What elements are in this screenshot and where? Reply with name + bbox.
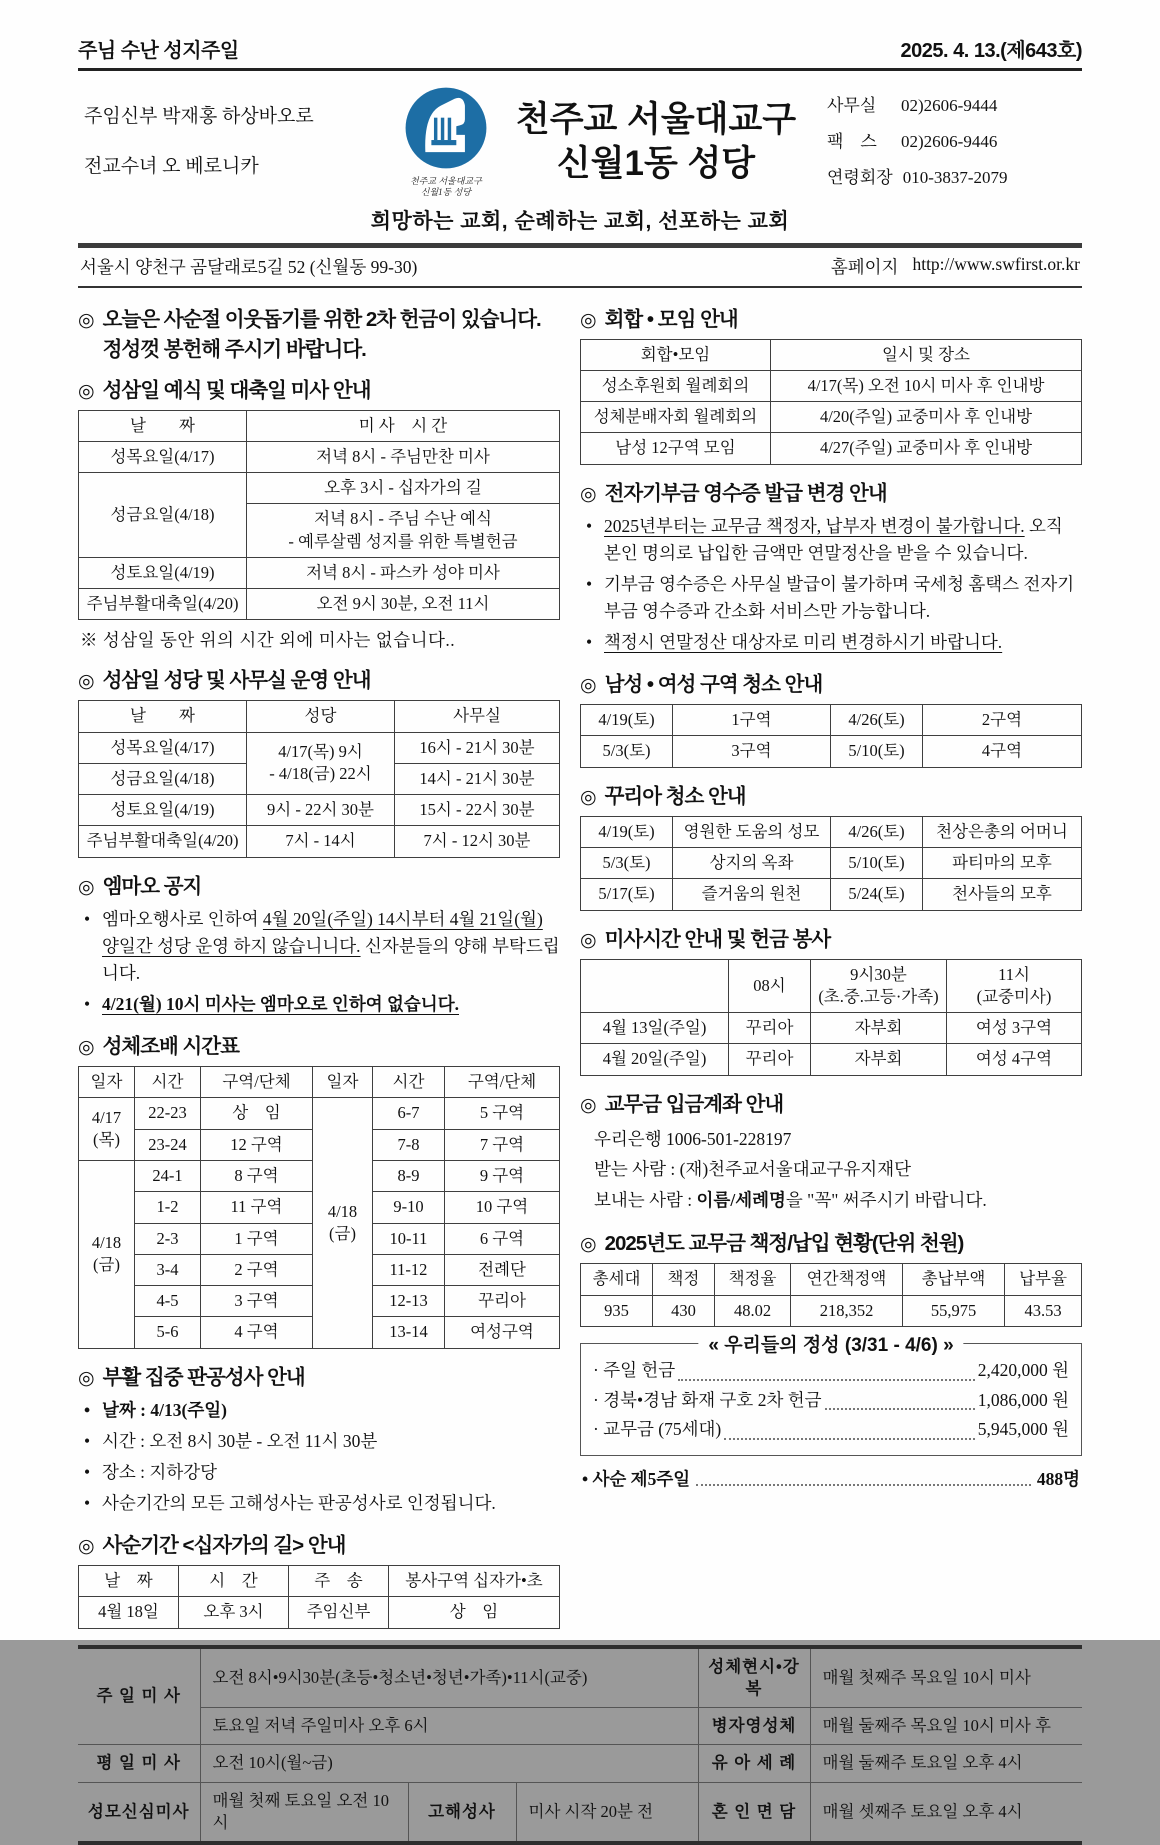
section-marker-icon: ◎ [580, 1234, 596, 1256]
contact-fax-label: 팩 스 [827, 131, 877, 151]
dotted-leader [696, 1484, 1031, 1486]
account-number: 우리은행 1006-501-228197 [594, 1128, 792, 1149]
left-column [78, 298, 560, 1629]
table-row: 남성 12구역 모임 4/27(주일) 교중미사 후 인내방 [581, 433, 1082, 464]
address-bar [78, 248, 1082, 288]
issue-date: 2025. 4. 13.(제643호) [900, 40, 1082, 62]
logo-caption-line1: 천주교 서울대교구 [409, 176, 482, 186]
stations-heading: 사순기간 <십자가의 길> 안내 [102, 1534, 346, 1558]
section-emmaus [78, 869, 560, 899]
confession-note: • 사순기간의 모든 고해성사는 판공성사로 인정됩니다. [82, 1490, 560, 1517]
section-receipt [580, 476, 1082, 506]
section-stations [78, 1528, 560, 1558]
section-marker-icon: ◎ [580, 309, 596, 331]
offerings-title: « 우리들의 정성 (3/31 - 4/6) » [698, 1330, 963, 1357]
homepage-url[interactable]: http://www.swfirst.or.kr [912, 253, 1080, 274]
parish-name: 신월1동 성당 [556, 143, 756, 183]
table-row: 23-24 12 구역 7-8 7 구역 [79, 1129, 560, 1160]
levy-heading: 2025년도 교무금 책정/납입 현황(단위 천원) [604, 1232, 964, 1256]
contact-chair-label: 연령회장 [827, 167, 893, 187]
second-collection-notice [78, 302, 560, 362]
section-meetings [580, 302, 1082, 332]
receipt-notices [584, 513, 1082, 657]
emmaus-heading: 엠마오 공지 [102, 874, 202, 898]
section-triduum-mass [78, 373, 560, 403]
table-row: 4/17 (목) 22-23 상 임 4/18 (금) 6-7 5 구역 [79, 1098, 560, 1129]
table-row [78, 1745, 1082, 1782]
confession-place: • 장소 : 지하강당 [82, 1459, 560, 1486]
receipt-notice-3: • 책정시 연말정산 대상자로 미리 변경하시기 바랍니다. [584, 629, 1082, 656]
section-account [580, 1087, 1082, 1117]
triduum-note: ※ 성삼일 동안 위의 시간 외에 미사는 없습니다.. [80, 630, 456, 651]
table-row: 4월 18일 오후 3시 주임신부 상 임 [79, 1597, 560, 1628]
infant-baptism-time: 매월 둘째주 토요일 오후 4시 [810, 1745, 1082, 1782]
feast-title: 주님 수난 성지주일 [78, 40, 239, 62]
table-row: 회합•모임 일시 및 장소 [581, 339, 1082, 370]
saturday-mass-time: 토요일 저녁 주일미사 오후 6시 [200, 1708, 698, 1745]
meetings-table [580, 339, 1082, 465]
offering-item: · 경북•경남 화재 구호 2차 헌금 1,086,000 원 [593, 1389, 1069, 1410]
table-row: 성목요일(4/17) 저녁 8시 - 주님만찬 미사 [79, 441, 560, 472]
marian-mass-label: 성모신심미사 [78, 1782, 200, 1843]
mass-offering-heading: 미사시간 안내 및 헌금 봉사 [604, 927, 831, 951]
table-row: 08시 9시30분 (초.중.고등·가족) 11시 (교중미사) [581, 959, 1082, 1013]
confession-heading: 부활 집중 판공성사 안내 [102, 1365, 305, 1389]
confession-label: 고해성사 [408, 1782, 516, 1843]
table-row: 성금요일(4/18) 14시 - 21시 30분 [79, 763, 560, 794]
table-row: 5/3(토) 상지의 옥좌 5/10(토) 파티마의 모후 [581, 847, 1082, 878]
homepage-label: 홈페이지 [830, 256, 899, 277]
header-center [363, 85, 827, 199]
diocese-name: 천주교 서울대교구 [515, 100, 797, 139]
section-marker-icon: ◎ [78, 380, 94, 402]
curia-cleaning-table [580, 816, 1082, 911]
table-row: 저녁 8시 - 주님 수난 예식 - 예루살렘 성지를 위한 특별헌금 [79, 504, 560, 558]
triduum-mass-heading: 성삼일 예식 및 대축일 미사 안내 [102, 378, 371, 402]
section-marker-icon: ◎ [78, 1037, 94, 1059]
table-row [78, 1782, 1082, 1843]
triduum-mass-table [78, 410, 560, 621]
section-marker-icon: ◎ [78, 671, 94, 693]
receipt-notice-1: • 2025년부터는 교무금 책정자, 납부자 변경이 불가합니다. 오직 본인 명의로 납입한 금액만 연말정산을 받을 수 있습니다. [584, 513, 1082, 567]
marriage-interview-time: 매월 셋째주 토요일 오후 4시 [810, 1782, 1082, 1843]
offering-item: · 교무금 (75세대) 5,945,000 원 [593, 1419, 1069, 1440]
table-row: 주님부활대축일(4/20) 오전 9시 30분, 오전 11시 [79, 589, 560, 620]
stations-table [78, 1565, 560, 1629]
triduum-office-heading: 성삼일 성당 및 사무실 운영 안내 [102, 669, 371, 693]
contact-info [827, 88, 1082, 195]
table-row: 935 430 48.02 218,352 55,975 43.53 [581, 1295, 1082, 1326]
section-adoration [78, 1029, 560, 1059]
contact-chair-number: 010-3837-2079 [902, 167, 1008, 187]
table-row: 5/3(토) 3구역 5/10(토) 4구역 [581, 736, 1082, 767]
sunday-mass-label: 주 일 미 사 [78, 1647, 200, 1745]
table-row: 3-4 2 구역 11-12 전례단 [79, 1254, 560, 1285]
table-row: 5-6 4 구역 13-14 여성구역 [79, 1317, 560, 1348]
contact-chair [827, 160, 1082, 196]
table-row: 성목요일(4/17) 4/17(목) 9시 - 4/18(금) 22시 16시 - 21시 30분 [79, 732, 560, 763]
pastor-name: 주임신부 박재홍 하상바오로 [84, 106, 314, 128]
sick-communion-label: 병자영성체 [698, 1708, 810, 1745]
right-column [580, 298, 1082, 1629]
table-row [78, 1708, 1082, 1745]
exposition-time: 매월 첫째주 목요일 10시 미사 [810, 1647, 1082, 1708]
table-row: 1-2 11 구역 9-10 10 구역 [79, 1192, 560, 1223]
zone-cleaning-heading: 남성 • 여성 구역 청소 안내 [604, 673, 823, 697]
section-confession [78, 1360, 560, 1390]
account-heading: 교무금 입금계좌 안내 [604, 1092, 784, 1116]
section-marker-icon: ◎ [78, 876, 94, 898]
section-marker-icon: ◎ [580, 675, 596, 697]
confession-details [82, 1397, 560, 1518]
section-marker-icon: ◎ [580, 483, 596, 505]
table-row: 4/19(토) 영원한 도움의 성모 4/26(토) 천상은총의 어머니 [581, 816, 1082, 847]
sister-name: 전교수녀 오 베로니카 [84, 155, 259, 177]
contact-office-number: 02)2606-9444 [901, 96, 998, 116]
levy-table [580, 1263, 1082, 1327]
marriage-interview-label: 혼 인 면 담 [698, 1782, 810, 1843]
receipt-heading: 전자기부금 영수증 발급 변경 안내 [604, 481, 887, 505]
masthead [78, 34, 1082, 71]
weekday-mass-time: 오전 10시(월~금) [200, 1745, 698, 1782]
zone-cleaning-table [580, 704, 1082, 768]
table-row: 4월 20일(주일) 꾸리아 자부회 여성 4구역 [581, 1044, 1082, 1075]
parish-title [516, 98, 796, 186]
account-sender: 보내는 사람 : 이름/세례명을 "꼭" 써주시기 바랍니다. [594, 1189, 987, 1210]
account-details [594, 1124, 1082, 1216]
curia-cleaning-heading: 꾸리아 청소 안내 [604, 784, 746, 808]
dotted-leader [678, 1379, 975, 1381]
section-zone-cleaning [580, 667, 1082, 697]
triduum-office-table [78, 700, 560, 857]
offering-item: · 주일 헌금 2,420,000 원 [593, 1359, 1069, 1380]
church-logo-icon [403, 85, 489, 171]
col-header-mass-time: 미 사 시 간 [247, 410, 560, 441]
table-row: 성금요일(4/18) 오후 3시 - 십자가의 길 [79, 473, 560, 504]
dotted-leader [724, 1438, 974, 1440]
section-marker-icon: ◎ [78, 1367, 94, 1389]
table-row: 성소후원회 월례회의 4/17(목) 오전 10시 미사 후 인내방 [581, 370, 1082, 401]
sunday-mass-times: 오전 8시•9시30분(초등•청소년•청년•가족)•11시(교중) [200, 1647, 698, 1708]
header [78, 71, 1082, 201]
offerings-box [580, 1334, 1082, 1456]
table-row: 날 짜 성당 사무실 [79, 701, 560, 732]
table-row: 4월 13일(주일) 꾸리아 자부회 여성 3구역 [581, 1013, 1082, 1044]
contact-fax [827, 124, 1082, 160]
exposition-label: 성체현시•강복 [698, 1647, 810, 1708]
section-curia-cleaning [580, 779, 1082, 809]
section-levy [580, 1226, 1082, 1256]
slogan: 희망하는 교회, 순례하는 교회, 선포하는 교회 [370, 209, 790, 233]
table-row: 4-5 3 구역 12-13 꾸리아 [79, 1286, 560, 1317]
confession-date: • 날짜 : 4/13(주일) [82, 1397, 560, 1424]
second-collection-text: 오늘은 사순절 이웃돕기를 위한 2차 헌금이 있습니다. 정성껏 봉헌해 주시기 바랍니다. [102, 307, 541, 361]
table-row: 성체분배자회 월례회의 4/20(주일) 교중미사 후 인내방 [581, 402, 1082, 433]
table-row: 성토요일(4/19) 저녁 8시 - 파스카 성야 미사 [79, 557, 560, 588]
contact-office-label: 사무실 [827, 96, 877, 116]
confession-time: 미사 시작 20분 전 [516, 1782, 698, 1843]
table-row [78, 1647, 1082, 1708]
parish-logo [394, 85, 498, 199]
table-row [79, 410, 560, 441]
sick-communion-time: 매월 둘째주 목요일 10시 미사 후 [810, 1708, 1082, 1745]
table-row: 주님부활대축일(4/20) 7시 - 14시 7시 - 12시 30분 [79, 826, 560, 857]
table-row: 성토요일(4/19) 9시 - 22시 30분 15시 - 22시 30분 [79, 795, 560, 826]
adoration-heading: 성체조배 시간표 [102, 1035, 239, 1059]
section-mass-offering [580, 922, 1082, 952]
logo-caption-line2: 신월1동 성당 [420, 187, 471, 198]
table-row: 5/17(토) 즐거움의 원천 5/24(토) 천사들의 모후 [581, 879, 1082, 910]
emmaus-notices [82, 906, 560, 1019]
address: 서울시 양천구 곰달래로5길 52 (신월동 99-30) [80, 256, 418, 277]
table-row: 4/18 (금) 24-1 8 구역 8-9 9 구역 [79, 1160, 560, 1191]
table-row: 2-3 1 구역 10-11 6 구역 [79, 1223, 560, 1254]
section-triduum-office [78, 663, 560, 693]
account-recipient: 받는 사람 : (재)천주교서울대교구유지재단 [594, 1159, 912, 1180]
section-marker-icon: ◎ [78, 1536, 94, 1558]
contact-office [827, 88, 1082, 124]
attendance-line: • 사순 제5주일 488명 [582, 1469, 1080, 1490]
footer-schedule [78, 1645, 1082, 1845]
marian-mass-time: 매월 첫째 토요일 오전 10시 [200, 1782, 408, 1843]
confession-time: • 시간 : 오전 8시 30분 - 오전 11시 30분 [82, 1428, 560, 1455]
dotted-leader [825, 1408, 975, 1410]
contact-fax-number: 02)2606-9446 [901, 131, 998, 151]
adoration-table [78, 1066, 560, 1348]
table-row: 날 짜 시 간 주 송 봉사구역 십자가•초 [79, 1566, 560, 1597]
receipt-notice-2: • 기부금 영수증은 사무실 발급이 불가하며 국세청 홈택스 전자기부금 영수증과 간소화 서비스만 가능합니다. [584, 571, 1082, 625]
col-header-date: 날 짜 [79, 410, 247, 441]
section-marker-icon: ◎ [580, 1094, 596, 1116]
clergy-info [78, 92, 363, 191]
emmaus-notice-2: • 4/21(월) 10시 미사는 엠마오로 인하여 없습니다. [82, 991, 560, 1018]
section-marker-icon: ◎ [580, 929, 596, 951]
table-row: 일자 시간 구역/단체 일자 시간 구역/단체 [79, 1067, 560, 1098]
infant-baptism-label: 유 아 세 례 [698, 1745, 810, 1782]
mass-offering-table [580, 959, 1082, 1076]
table-row: 총세대 책정 책정율 연간책정액 총납부액 납부율 [581, 1264, 1082, 1295]
section-marker-icon: ◎ [580, 786, 596, 808]
section-marker-icon: ◎ [78, 309, 94, 331]
table-row: 4/19(토) 1구역 4/26(토) 2구역 [581, 705, 1082, 736]
emmaus-notice-1: • 엠마오행사로 인하여 4월 20일(주일) 14시부터 4월 21일(월) 양일간 성당 운영 하지 않습니니다. 신자분들의 양해 부탁드립니다. [82, 906, 560, 987]
weekday-mass-label: 평 일 미 사 [78, 1745, 200, 1782]
meetings-heading: 회합 • 모임 안내 [604, 307, 738, 331]
